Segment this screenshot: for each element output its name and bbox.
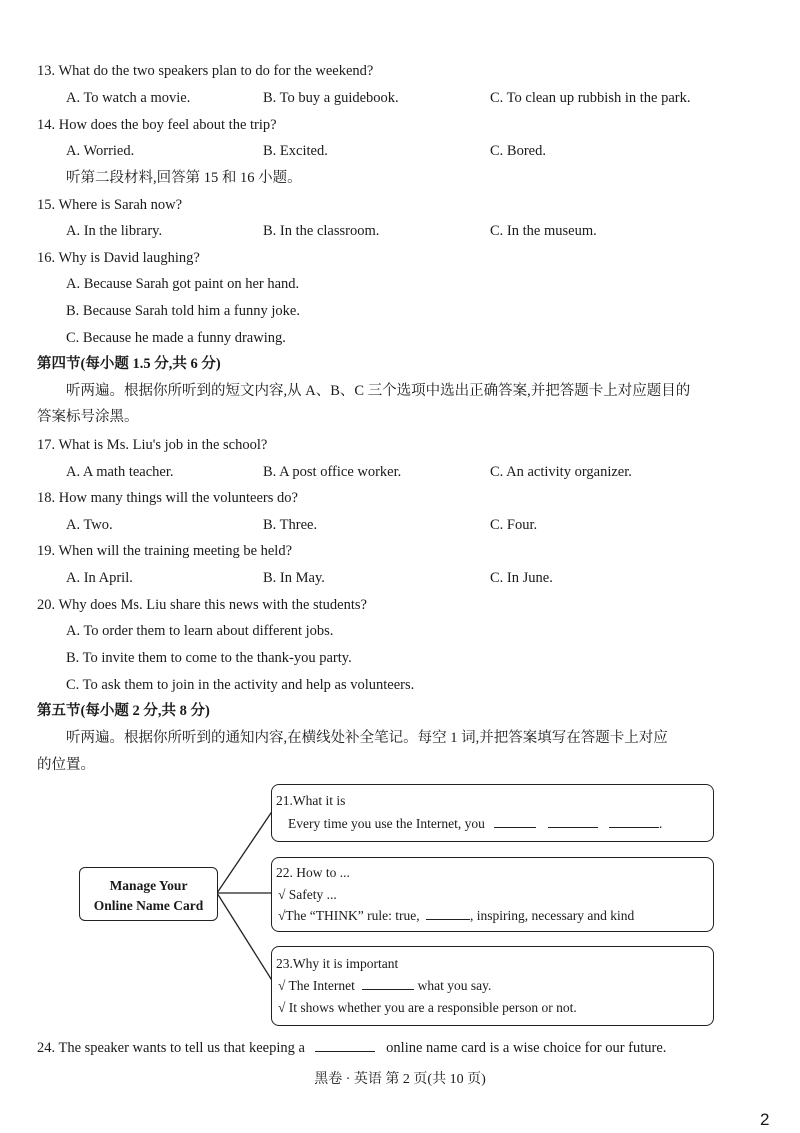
box22-think-rest: , inspiring, necessary and kind bbox=[469, 908, 635, 923]
section-5-title: 第五节(每小题 2 分,共 8 分) bbox=[37, 703, 210, 719]
option-20a: A. To order them to learn about different jobs. bbox=[66, 623, 334, 639]
option-18b: B. Three. bbox=[263, 517, 318, 533]
option-14a: A. Worried. bbox=[66, 143, 135, 159]
center-title-line2: Online Name Card bbox=[93, 898, 204, 913]
option-16c: C. Because he made a funny drawing. bbox=[66, 330, 286, 346]
option-18c: C. Four. bbox=[490, 517, 538, 533]
note-box-22 bbox=[271, 857, 714, 932]
question-13: 13. What do the two speakers plan to do for the weekend? bbox=[37, 63, 374, 79]
box22-safety: √ Safety ... bbox=[278, 887, 337, 902]
option-17b: B. A post office worker. bbox=[263, 464, 402, 480]
option-14b: B. Excited. bbox=[263, 143, 328, 159]
question-17: 17. What is Ms. Liu's job in the school? bbox=[37, 437, 268, 453]
box21-text: Every time you use the Internet, you . bbox=[288, 816, 663, 831]
box21-title: 21.What it is bbox=[276, 793, 346, 808]
question-15: 15. Where is Sarah now? bbox=[37, 197, 183, 213]
option-19c: C. In June. bbox=[490, 570, 553, 586]
option-16a: A. Because Sarah got paint on her hand. bbox=[66, 276, 300, 292]
question-16: 16. Why is David laughing? bbox=[37, 250, 200, 266]
q24-part2: online name card is a wise choice for our future. bbox=[386, 1040, 667, 1056]
option-15a: A. In the library. bbox=[66, 223, 163, 239]
option-13b: B. To buy a guidebook. bbox=[263, 90, 399, 106]
blank-21-3[interactable] bbox=[609, 815, 659, 828]
box23-line1 bbox=[278, 977, 491, 995]
question-20: 20. Why does Ms. Liu share this news with the students? bbox=[37, 597, 367, 613]
option-15c: C. In the museum. bbox=[490, 223, 597, 239]
option-15b: B. In the classroom. bbox=[263, 223, 380, 239]
blank-21-2[interactable] bbox=[548, 815, 598, 828]
center-title-line1: Manage Your bbox=[109, 878, 188, 893]
question-24 bbox=[37, 1039, 666, 1057]
question-18: 18. How many things will the volunteers do? bbox=[37, 490, 298, 506]
page-footer: 黑卷 · 英语 第 2 页(共 10 页) bbox=[314, 1072, 486, 1087]
option-20b: B. To invite them to come to the thank-you party. bbox=[66, 650, 352, 666]
option-18a: A. Two. bbox=[66, 517, 113, 533]
option-17a: A. A math teacher. bbox=[66, 464, 174, 480]
mind-map-center bbox=[79, 867, 218, 921]
question-19: 19. When will the training meeting be held? bbox=[37, 543, 293, 559]
section-4-instruction-cont: 答案标号涂黑。 bbox=[37, 409, 139, 425]
box22-think-label: √The “THINK” rule: true, bbox=[278, 908, 420, 923]
blank-21-1[interactable] bbox=[494, 815, 536, 828]
section-5-instruction-cont: 的位置。 bbox=[37, 757, 95, 773]
box23-title: 23.Why it is important bbox=[276, 956, 399, 971]
page-number: 2 bbox=[760, 1110, 770, 1129]
box21-sentence: Every time you use the Internet, you bbox=[288, 816, 485, 831]
section-4-title: 第四节(每小题 1.5 分,共 6 分) bbox=[37, 356, 221, 372]
box23-line2: √ It shows whether you are a responsible person or not. bbox=[278, 1000, 577, 1015]
blank-23[interactable] bbox=[362, 977, 414, 990]
option-19a: A. In April. bbox=[66, 570, 133, 586]
option-13a: A. To watch a movie. bbox=[66, 90, 191, 106]
option-16b: B. Because Sarah told him a funny joke. bbox=[66, 303, 300, 319]
instruction-part2: 听第二段材料,回答第 15 和 16 小题。 bbox=[66, 170, 302, 186]
question-14: 14. How does the boy feel about the trip? bbox=[37, 117, 277, 133]
option-20c: C. To ask them to join in the activity and help as volunteers. bbox=[66, 677, 415, 693]
option-17c: C. An activity organizer. bbox=[490, 464, 632, 480]
note-box-23 bbox=[271, 946, 714, 1026]
q24-part1: 24. The speaker wants to tell us that keeping a bbox=[37, 1040, 305, 1056]
option-14c: C. Bored. bbox=[490, 143, 546, 159]
section-4-instruction: 听两遍。根据你所听到的短文内容,从 A、B、C 三个选项中选出正确答案,并把答题卡上对应题目的 bbox=[66, 383, 691, 399]
box22-think-rule bbox=[278, 907, 634, 925]
box22-title: 22. How to ... bbox=[276, 865, 350, 880]
option-19b: B. In May. bbox=[263, 570, 325, 586]
section-5-instruction: 听两遍。根据你所听到的通知内容,在横线处补全笔记。每空 1 词,并把答案填写在答题卡上对应 bbox=[66, 730, 668, 746]
blank-22[interactable] bbox=[426, 907, 470, 920]
option-13c: C. To clean up rubbish in the park. bbox=[490, 90, 691, 106]
blank-24[interactable] bbox=[315, 1039, 375, 1052]
note-box-21 bbox=[271, 784, 714, 842]
box23-internet: √ The Internet bbox=[278, 978, 355, 993]
box23-what-you-say: what you say. bbox=[417, 978, 492, 993]
